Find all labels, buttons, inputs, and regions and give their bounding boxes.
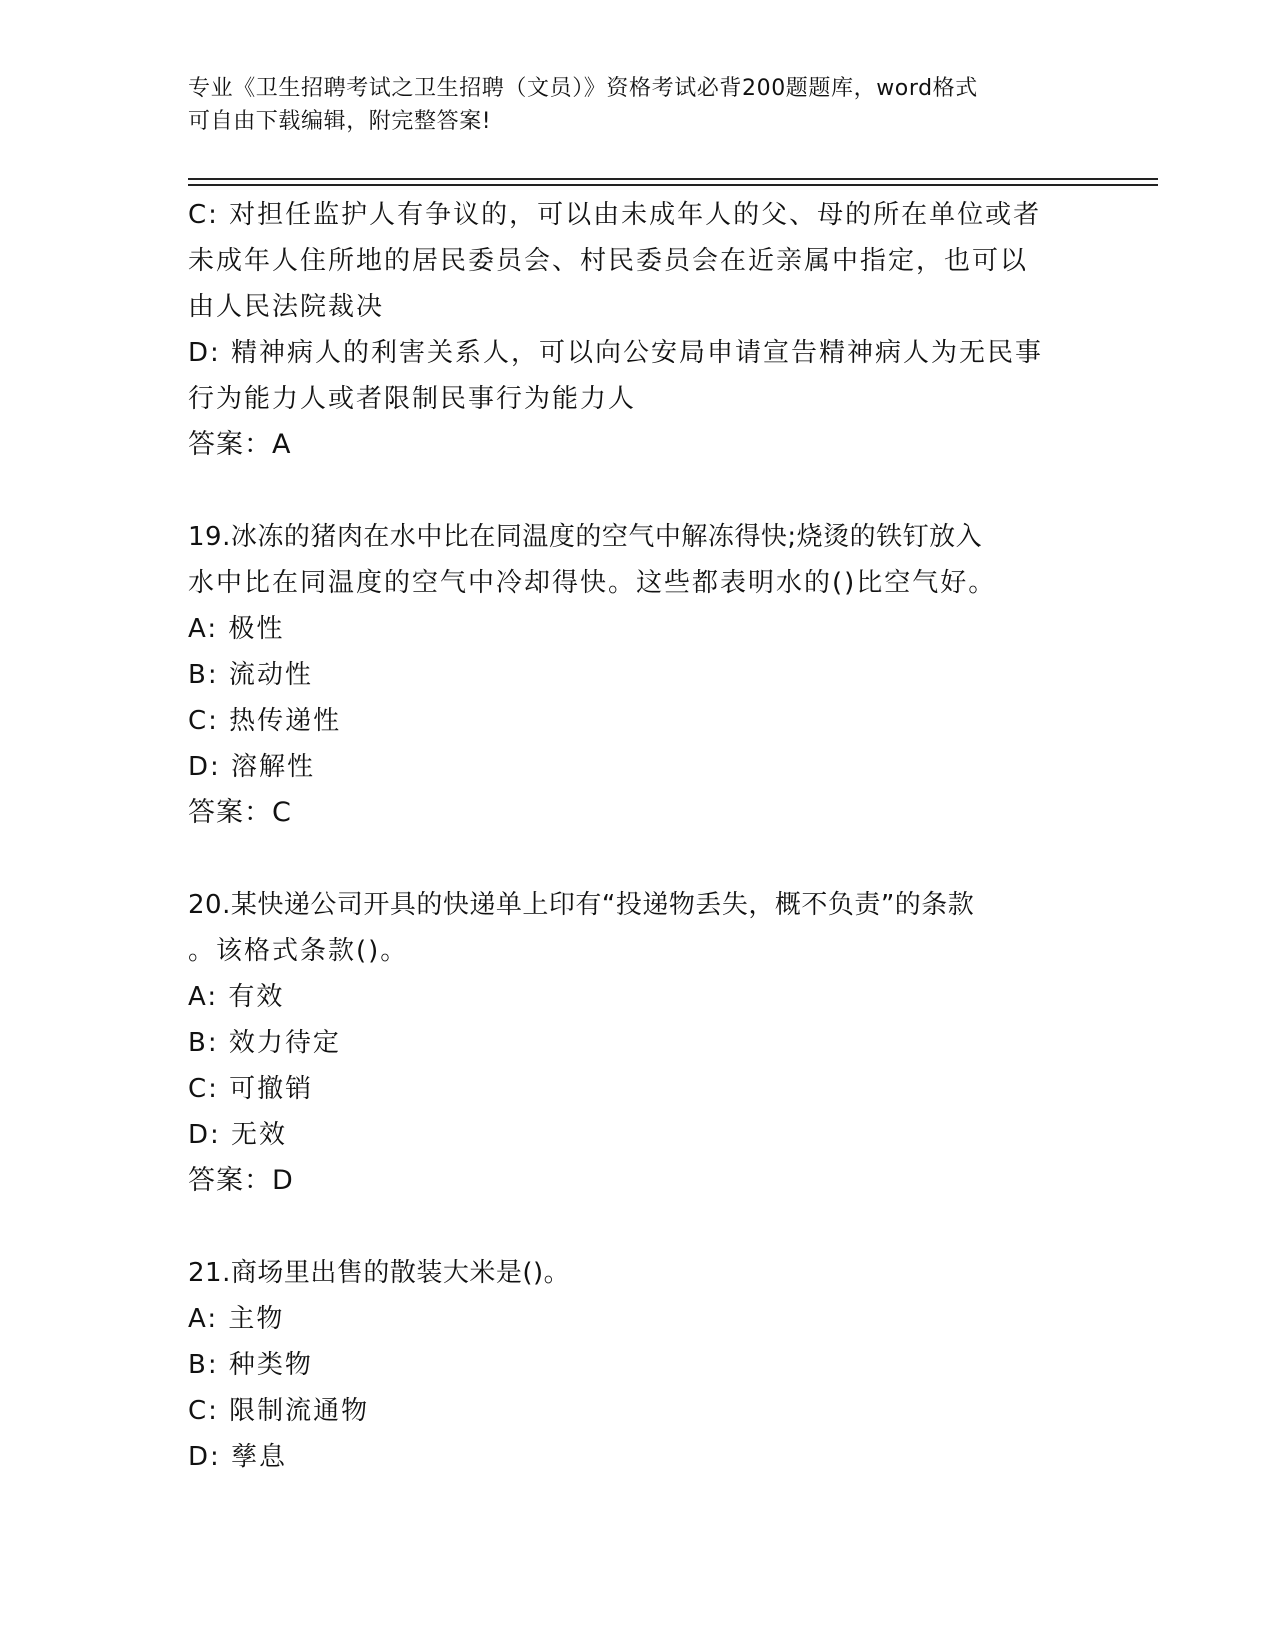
answer-label: 答案：A <box>188 429 292 460</box>
option-b: B: 效力待定 <box>188 1028 341 1058</box>
question-21 <box>188 1250 1088 1480</box>
option-a: A: 极性 <box>188 614 285 644</box>
option-d: D: 孳息 <box>188 1442 288 1472</box>
document-header <box>188 72 1068 138</box>
spacer <box>188 1204 1088 1250</box>
option-a: A: 主物 <box>188 1304 285 1334</box>
header-line-1: 专业《卫生招聘考试之卫生招聘（文员）》资格考试必背200题题库，word格式 <box>188 76 978 101</box>
question-20 <box>188 882 1088 1204</box>
question-19 <box>188 514 1088 836</box>
question-stem: 20.某快递公司开具的快递单上印有“投递物丢失，概不负责”的条款 <box>188 890 975 920</box>
option-a: A: 有效 <box>188 982 285 1012</box>
option-d: D: 溶解性 <box>188 752 316 782</box>
option-c: C: 限制流通物 <box>188 1396 370 1426</box>
header-divider-bottom <box>188 184 1158 186</box>
spacer <box>188 468 1088 514</box>
option-c-line: 未成年人住所地的居民委员会、村民委员会在近亲属中指定，也可以 <box>188 246 1029 276</box>
question-18-tail <box>188 192 1088 468</box>
question-content <box>188 192 1088 1480</box>
answer-label: 答案：D <box>188 1165 294 1196</box>
question-stem: 21.商场里出售的散装大米是()。 <box>188 1258 571 1288</box>
option-c-line: 由人民法院裁决 <box>188 292 385 322</box>
question-stem: 19.冰冻的猪肉在水中比在同温度的空气中解冻得快;烧烫的铁钉放入 <box>188 522 983 552</box>
option-d-line: 行为能力人或者限制民事行为能力人 <box>188 384 637 414</box>
option-c: C: 热传递性 <box>188 706 342 736</box>
option-c-line: C: 对担任监护人有争议的，可以由未成年人的父、母的所在单位或者 <box>188 200 1042 230</box>
option-c: C: 可撤销 <box>188 1074 314 1104</box>
spacer <box>188 836 1088 882</box>
option-d: D: 无效 <box>188 1120 288 1150</box>
option-b: B: 种类物 <box>188 1350 313 1380</box>
answer-label: 答案：C <box>188 797 292 828</box>
option-d-line: D: 精神病人的利害关系人，可以向公安局申请宣告精神病人为无民事 <box>188 338 1044 368</box>
header-line-2: 可自由下载编辑，附完整答案! <box>188 109 492 134</box>
question-stem: 。该格式条款()。 <box>188 936 409 966</box>
question-stem: 水中比在同温度的空气中冷却得快。这些都表明水的()比空气好。 <box>188 568 997 598</box>
option-b: B: 流动性 <box>188 660 313 690</box>
header-divider-top <box>188 178 1158 180</box>
